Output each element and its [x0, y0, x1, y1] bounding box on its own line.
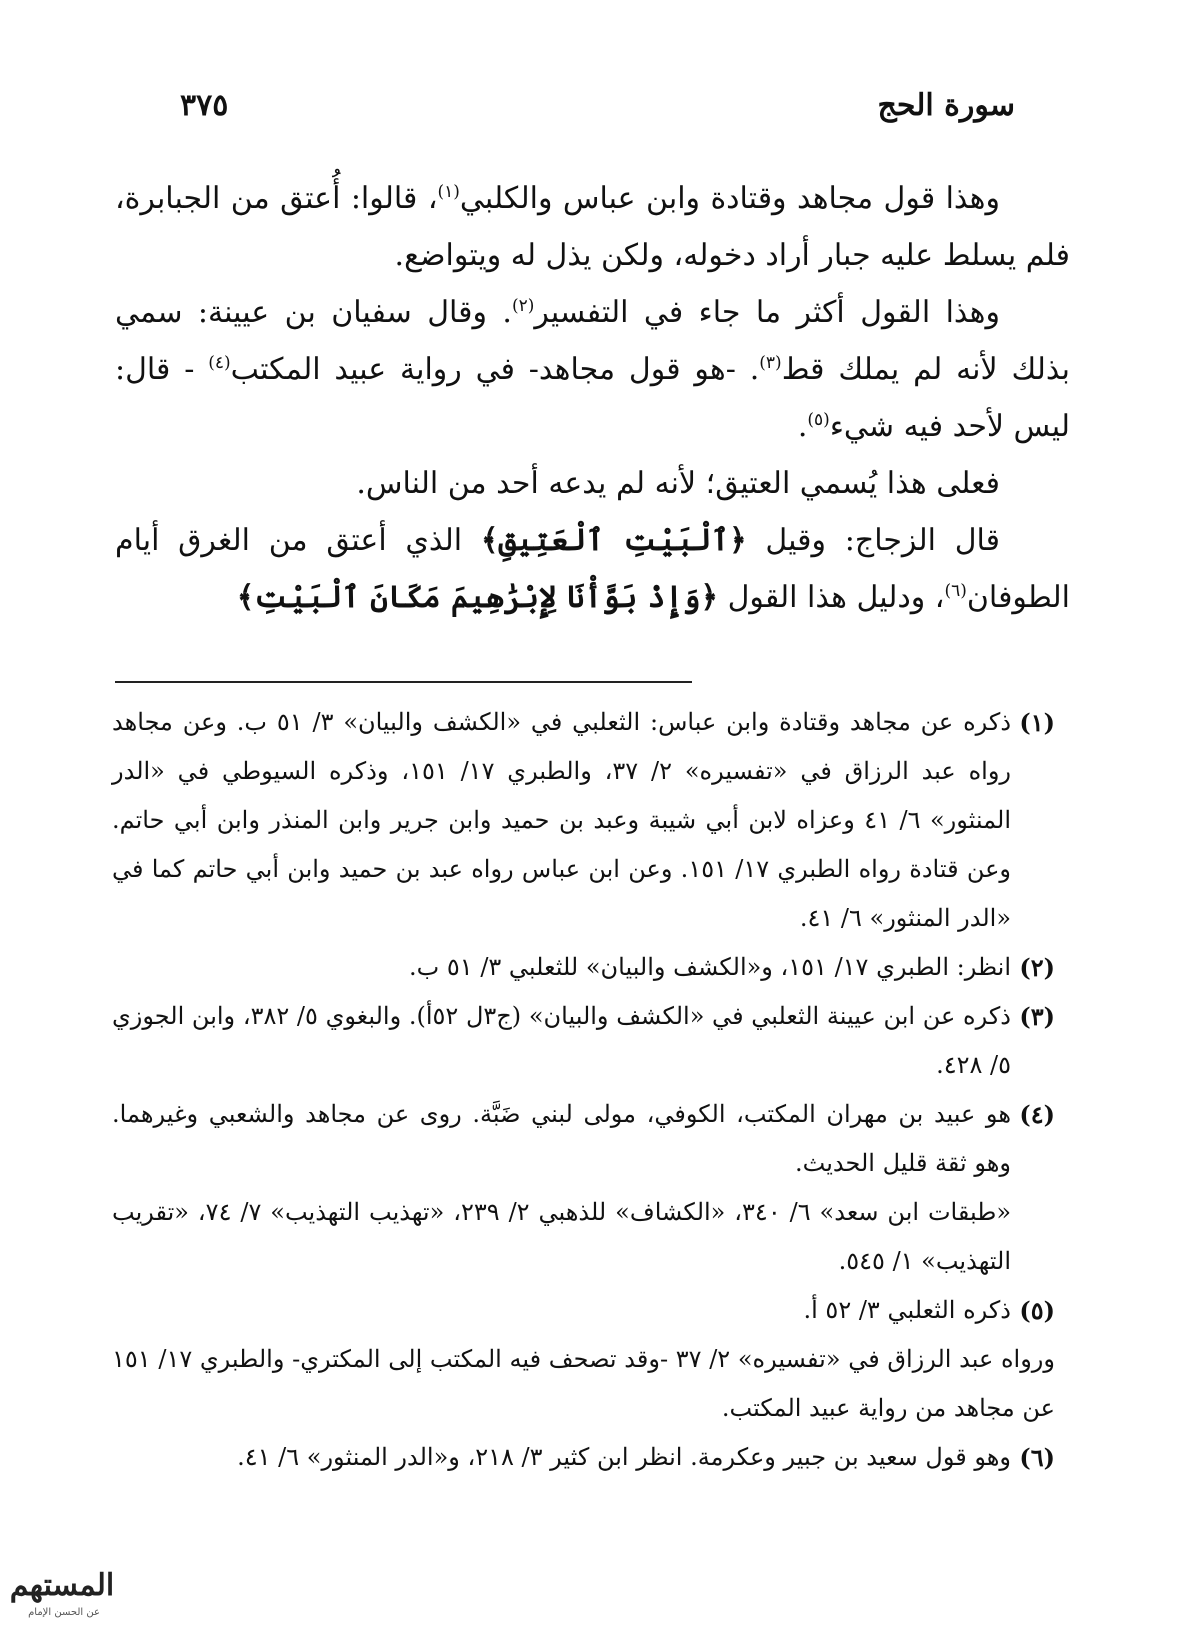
- footnote-continuation: ورواه عبد الرزاق في «تفسيره» ٢/ ٣٧ -وقد تصحف فيه المكتب إلى المكتري- والطبري ١٧/ ١٥١ عن مجاهد من رواية عبيد المكتب.: [112, 1345, 1055, 1422]
- stamp-text: المستهم: [9, 1568, 115, 1603]
- paragraph-text: قال الزجاج: وقيل: [746, 523, 1000, 558]
- paragraph-1: [115, 170, 1070, 284]
- footnote-4: [112, 1090, 1055, 1286]
- footnote-1: [112, 698, 1055, 943]
- footnote-number: (٥): [1019, 1296, 1055, 1325]
- library-stamp-logo-icon: [6, 1555, 118, 1625]
- footnote-number: (٦): [1019, 1443, 1055, 1472]
- footnote-text: ذكره عن مجاهد وقتادة وابن عباس: الثعلبي في «الكشف والبيان» ٣/ ٥١ ب. وعن مجاهد رواه عبد الرزاق في «تفسيره» ٢/ ٣٧، والطبري ١٧/ ١٥١، وذكره السيوطي في «الدر المنثور» ٦/ ٤١ وعزاه لابن أبي شيبة وعبد بن حميد وابن جرير وابن المنذر وابن أبي حاتم. وعن قتادة رواه الطبري ١٧/ ١٥١. وعن ابن عباس رواه عبد بن حميد وابن أبي حاتم كما في «الدر المنثور» ٦/ ٤١.: [112, 708, 1012, 932]
- footnote-ref-2: (٢): [511, 296, 535, 316]
- paragraph-text: . -هو قول مجاهد- في رواية عبيد المكتب: [230, 352, 760, 387]
- footnote-number: (٤): [1019, 1100, 1055, 1129]
- stamp-subtext: عن الحسن الإمام: [28, 1607, 100, 1618]
- footnote-number: (٢): [1019, 953, 1055, 982]
- footnote-ref-6: (٦): [944, 581, 967, 601]
- paragraph-text: ، قالوا: أُعتق من الجبابرة، فلم يسلط عليه جبار أراد دخوله، ولكن يذل له ويتواضع.: [115, 181, 1070, 273]
- main-text: [115, 170, 1070, 626]
- footnote-3: [112, 992, 1055, 1090]
- footnote-ref-3: (٣): [759, 353, 782, 373]
- footnote-5: [112, 1286, 1055, 1335]
- surah-title: سورة الحج: [877, 88, 1015, 123]
- paragraph-3: [115, 455, 1070, 512]
- footnote-number: (٣): [1019, 1002, 1055, 1031]
- footnote-sources: «طبقات ابن سعد» ٦/ ٣٤٠، «الكشاف» للذهبي ٢/ ٢٣٩، «تهذيب التهذيب» ٧/ ٧٤، «تقريب التهذيب» ١/ ٥٤٥.: [112, 1198, 1012, 1275]
- footnote-text: انظر: الطبري ١٧/ ١٥١، و«الكشف والبيان» للثعلبي ٣/ ٥١ ب.: [409, 953, 1011, 981]
- footnote-ref-1: (١): [437, 182, 460, 202]
- paragraph-text: .: [797, 409, 808, 444]
- paragraph-4: [115, 512, 1070, 626]
- footnote-2: [112, 943, 1055, 992]
- quran-quote: ﴿وَإِذْ بَوَّأْنَا لِإِبْرَٰهِيمَ مَكَانَ ٱلْبَيْتِ﴾: [236, 580, 719, 615]
- footnote-ref-4: (٤): [208, 353, 231, 373]
- footnote-text: ذكره الثعلبي ٣/ ٥٢ أ.: [803, 1296, 1011, 1324]
- paragraph-text: وهذا القول أكثر ما جاء في التفسير: [534, 295, 1000, 330]
- paragraph-text: وهذا قول مجاهد وقتادة وابن عباس والكلبي: [459, 181, 1000, 216]
- paragraph-text: - قال: ليس لأحد فيه شيء: [115, 352, 1070, 444]
- footnote-divider: [115, 681, 692, 683]
- footnote-ref-5: (٥): [807, 410, 830, 430]
- running-header: [170, 88, 1015, 138]
- footnote-text: وهو قول سعيد بن جبير وعكرمة. انظر ابن كثير ٣/ ٢١٨، و«الدر المنثور» ٦/ ٤١.: [237, 1443, 1011, 1471]
- paragraph-2: [115, 284, 1070, 455]
- paragraph-text: فعلى هذا يُسمي العتيق؛ لأنه لم يدعه أحد من الناس.: [356, 466, 1000, 501]
- quran-quote: ﴿ٱلْبَيْتِ ٱلْعَتِيقِ﴾: [480, 523, 747, 558]
- paragraph-text: . وقال سفيان بن عيينة: سمي بذلك لأنه لم يملك قط: [115, 295, 1070, 387]
- footnote-number: (١): [1019, 708, 1055, 737]
- footnote-text: ذكره عن ابن عيينة الثعلبي في «الكشف والبيان» (ج٣ل ٥٢أ). والبغوي ٥/ ٣٨٢، وابن الجوزي ٥/ ٤٢٨.: [112, 1002, 1011, 1079]
- footnotes: [112, 698, 1055, 1482]
- footnote-text: هو عبيد بن مهران المكتب، الكوفي، مولى لبني ضَبَّة. روى عن مجاهد والشعبي وغيرهما. وهو ثقة قليل الحديث.: [112, 1100, 1011, 1177]
- footnote-6: [112, 1433, 1055, 1482]
- paragraph-text: ، ودليل هذا القول: [718, 580, 945, 615]
- paragraph-text: الذي أعتق من الغرق أيام الطوفان: [115, 523, 1070, 615]
- page-number: ٣٧٥: [180, 88, 229, 123]
